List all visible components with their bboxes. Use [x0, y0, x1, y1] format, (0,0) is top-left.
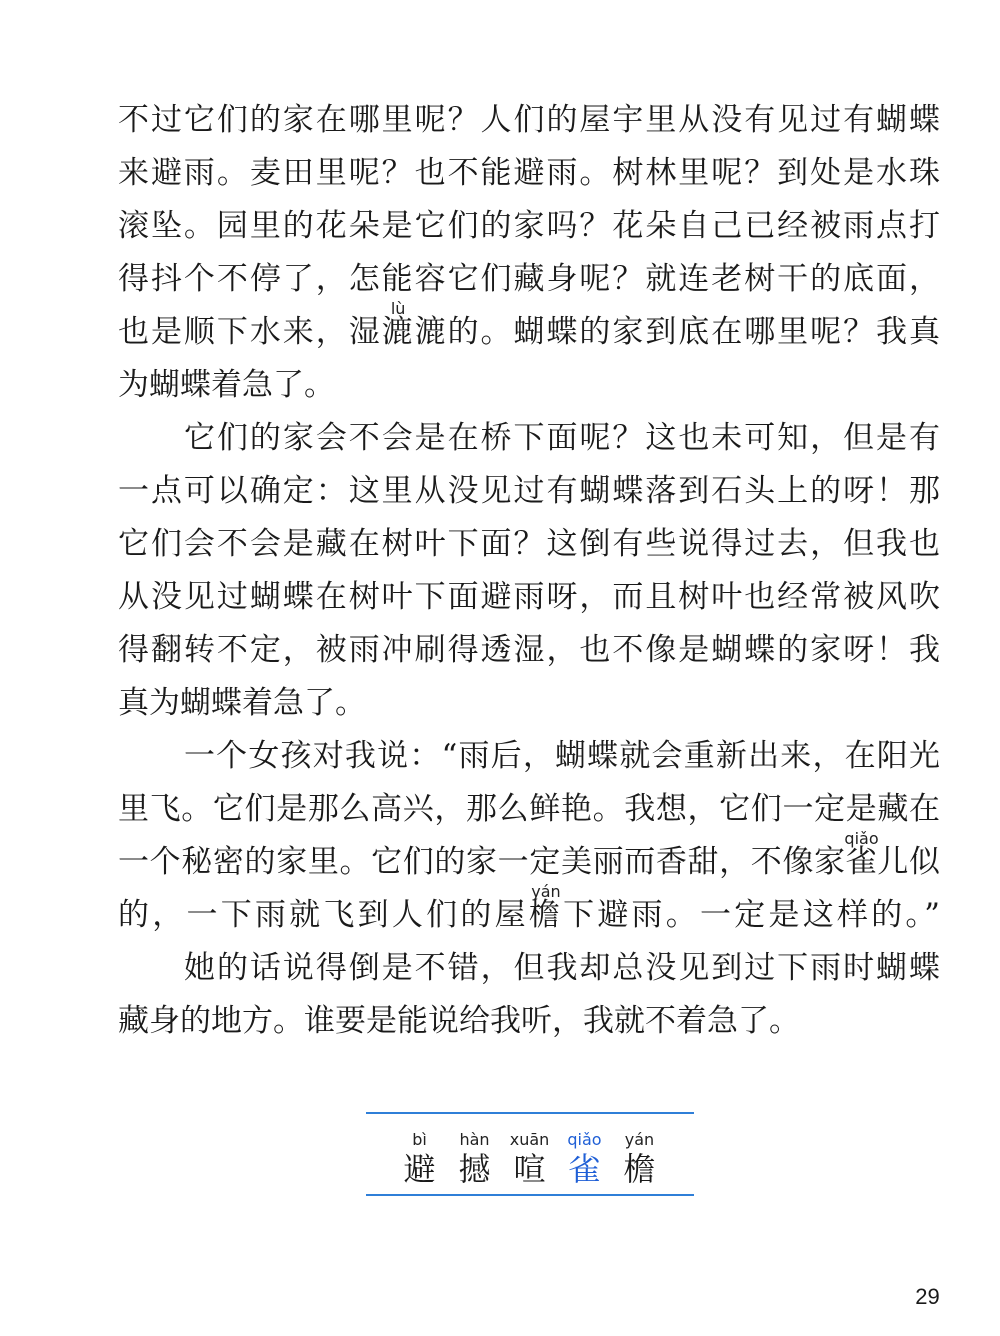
paragraph-1-line-1: 不过它们的家在哪里呢？人们的屋宇里从没有见过有蝴蝶: [118, 102, 940, 138]
paragraph-2-line-4: 从没见过蝴蝶在树叶下面避雨呀，而且树叶也经常被风吹: [118, 579, 940, 615]
paragraph-1-line-3: 滚坠。园里的花朵是它们的家吗？花朵自己已经被雨点打: [118, 208, 940, 244]
line-text: 儿似: [877, 844, 940, 880]
paragraph-3-line-3: [118, 829, 940, 889]
paragraph-3-line-2: 里飞。它们是那么高兴，那么鲜艳。我想，它们一定是藏在: [118, 791, 940, 827]
new-word-char: 撼: [458, 1150, 491, 1188]
paragraph-2-line-6: 真为蝴蝶着急了。: [118, 685, 366, 721]
paragraph-4-line-2: 藏身的地方。谁要是能说给我听，我就不着急了。: [118, 1003, 800, 1039]
paragraph-1-line-6: 为蝴蝶着急了。: [118, 367, 335, 403]
line-text: 下避雨。一定是这样的。”: [563, 897, 941, 933]
new-word: [612, 1114, 667, 1194]
ruby-annotated-char: [381, 299, 415, 350]
paragraph-2-line-3: 它们会不会是藏在树叶下面？这倒有些说得过去，但我也: [118, 526, 940, 562]
page-number: 29: [915, 1284, 940, 1309]
paragraph-2-line-5: 得翻转不定，被雨冲刷得透湿，也不像是蝴蝶的家呀！我: [118, 632, 940, 668]
paragraph-3-line-1: 一个女孩对我说：“雨后，蝴蝶就会重新出来，在阳光: [184, 738, 940, 774]
paragraph-2-line-1: 它们的家会不会是在桥下面呢？这也未可知，但是有: [184, 420, 940, 456]
ruby-base: 檐: [528, 897, 564, 933]
ruby-base: 漉: [381, 314, 415, 350]
ruby-pinyin: yán: [531, 882, 561, 901]
new-word: [502, 1114, 557, 1194]
ruby-pinyin: qiǎo: [844, 829, 879, 848]
new-words-box: [366, 1112, 694, 1196]
new-word-highlighted: [557, 1114, 612, 1194]
paragraph-4-line-1: 她的话说得倒是不错，但我却总没见到过下雨时蝴蝶: [184, 950, 940, 986]
new-word-char: 喧: [513, 1150, 546, 1188]
new-word-char: 避: [403, 1150, 436, 1188]
paragraph-1-line-4: 得抖个不停了，怎能容它们藏身呢？就连老树干的底面，: [118, 261, 940, 297]
new-word-char: 檐: [623, 1150, 656, 1188]
new-word: [392, 1114, 447, 1194]
new-word-pinyin: xuān: [509, 1130, 550, 1149]
new-word: [447, 1114, 502, 1194]
lesson-text: [118, 94, 940, 1048]
ruby-pinyin: lù: [390, 299, 406, 318]
paragraph-2-line-2: 一点可以确定：这里从没见过有蝴蝶落到石头上的呀！那: [118, 473, 940, 509]
ruby-base: 雀: [845, 844, 878, 880]
paragraph-1-line-2: 来避雨。麦田里呢？也不能避雨。树林里呢？到处是水珠: [118, 155, 940, 191]
new-word-pinyin: hàn: [459, 1130, 490, 1149]
line-text: 的，一下雨就飞到人们的屋: [118, 897, 529, 933]
paragraph-3-line-4: [118, 882, 941, 942]
line-text: 也是顺下水来，湿: [118, 314, 382, 350]
ruby-annotated-char: [844, 829, 879, 880]
ruby-annotated-char: [528, 882, 564, 933]
new-word-pinyin: yán: [624, 1130, 655, 1149]
new-word-pinyin: qiǎo: [567, 1130, 602, 1149]
paragraph-1-line-5: [118, 299, 941, 359]
new-words-row: [392, 1114, 668, 1194]
line-text: 漉的。蝴蝶的家到底在哪里呢？我真: [414, 314, 941, 350]
line-text: 一个秘密的家里。它们的家一定美丽而香甜，不像家: [118, 844, 846, 880]
new-word-pinyin: bì: [412, 1130, 427, 1149]
new-word-char: 雀: [568, 1150, 601, 1188]
